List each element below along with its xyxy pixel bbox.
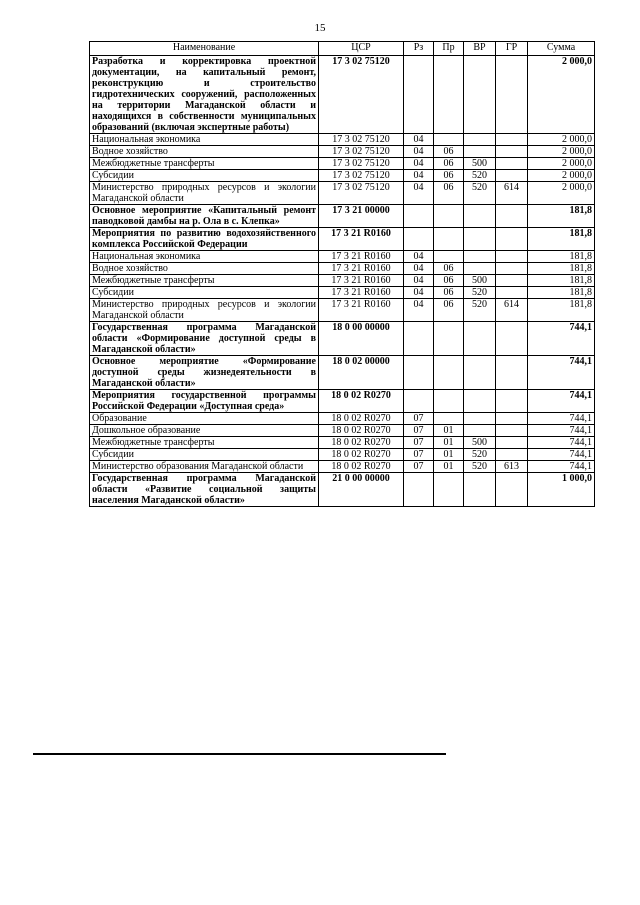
cell-rz: 07	[404, 449, 434, 461]
cell-name: Межбюджетные трансферты	[90, 437, 319, 449]
cell-sum: 181,8	[528, 251, 595, 263]
cell-name: Мероприятия государственной программы Российской Федерации «Доступная среда»	[90, 390, 319, 413]
table-row	[90, 158, 595, 170]
table-row	[90, 287, 595, 299]
cell-sum: 181,8	[528, 299, 595, 322]
cell-gr: 614	[496, 299, 528, 322]
cell-pr	[434, 205, 464, 228]
cell-rz: 04	[404, 275, 434, 287]
cell-sum: 744,1	[528, 461, 595, 473]
cell-gr	[496, 275, 528, 287]
cell-vr: 520	[464, 449, 496, 461]
table-row	[90, 299, 595, 322]
cell-csr: 18 0 02 R0270	[319, 437, 404, 449]
cell-vr	[464, 390, 496, 413]
cell-pr	[434, 322, 464, 356]
table-header-row	[90, 42, 595, 56]
cell-gr	[496, 425, 528, 437]
cell-csr: 17 3 21 R0160	[319, 287, 404, 299]
header-pr: Пр	[434, 42, 464, 56]
cell-sum: 181,8	[528, 205, 595, 228]
cell-gr	[496, 473, 528, 507]
cell-sum: 744,1	[528, 425, 595, 437]
cell-gr	[496, 322, 528, 356]
cell-sum: 744,1	[528, 413, 595, 425]
cell-pr: 01	[434, 425, 464, 437]
cell-gr	[496, 413, 528, 425]
cell-vr	[464, 56, 496, 134]
budget-table	[89, 41, 595, 507]
cell-rz	[404, 56, 434, 134]
cell-rz: 07	[404, 413, 434, 425]
cell-vr	[464, 251, 496, 263]
cell-name: Дошкольное образование	[90, 425, 319, 437]
table-row	[90, 146, 595, 158]
cell-pr	[434, 228, 464, 251]
cell-name: Субсидии	[90, 170, 319, 182]
cell-name: Мероприятия по развитию водохозяйственного комплекса Российской Федерации	[90, 228, 319, 251]
cell-pr	[434, 413, 464, 425]
table-row	[90, 461, 595, 473]
table-row	[90, 275, 595, 287]
cell-vr: 500	[464, 158, 496, 170]
cell-vr: 520	[464, 170, 496, 182]
cell-csr: 17 3 21 R0160	[319, 263, 404, 275]
cell-sum: 744,1	[528, 356, 595, 390]
cell-sum: 2 000,0	[528, 182, 595, 205]
cell-vr	[464, 356, 496, 390]
cell-csr: 17 3 21 R0160	[319, 275, 404, 287]
cell-rz	[404, 205, 434, 228]
cell-pr: 06	[434, 158, 464, 170]
cell-name: Государственная программа Магаданской области «Развитие социальной защиты населения Магаданской области»	[90, 473, 319, 507]
cell-csr: 18 0 02 R0270	[319, 413, 404, 425]
cell-gr: 614	[496, 182, 528, 205]
cell-sum: 181,8	[528, 263, 595, 275]
cell-csr: 17 3 02 75120	[319, 146, 404, 158]
cell-sum: 2 000,0	[528, 170, 595, 182]
cell-gr	[496, 205, 528, 228]
cell-gr	[496, 263, 528, 275]
cell-pr: 01	[434, 461, 464, 473]
table-row	[90, 413, 595, 425]
header-sum: Сумма	[528, 42, 595, 56]
cell-rz: 04	[404, 287, 434, 299]
cell-pr	[434, 251, 464, 263]
cell-rz	[404, 390, 434, 413]
table-row	[90, 205, 595, 228]
cell-gr	[496, 158, 528, 170]
cell-name: Национальная экономика	[90, 251, 319, 263]
table-row	[90, 425, 595, 437]
cell-pr: 01	[434, 449, 464, 461]
cell-rz: 04	[404, 251, 434, 263]
cell-pr	[434, 356, 464, 390]
cell-rz: 07	[404, 461, 434, 473]
table-row	[90, 449, 595, 461]
cell-rz: 07	[404, 425, 434, 437]
cell-vr: 520	[464, 299, 496, 322]
cell-pr	[434, 134, 464, 146]
cell-sum: 181,8	[528, 228, 595, 251]
table-row	[90, 182, 595, 205]
cell-vr: 520	[464, 461, 496, 473]
cell-sum: 744,1	[528, 449, 595, 461]
cell-csr: 17 3 02 75120	[319, 170, 404, 182]
cell-gr	[496, 146, 528, 158]
table-row	[90, 263, 595, 275]
cell-name: Водное хозяйство	[90, 263, 319, 275]
cell-pr: 06	[434, 182, 464, 205]
cell-name: Субсидии	[90, 287, 319, 299]
cell-rz	[404, 322, 434, 356]
cell-pr: 06	[434, 287, 464, 299]
cell-vr	[464, 473, 496, 507]
cell-name: Государственная программа Магаданской области «Формирование доступной среды в Магаданской области»	[90, 322, 319, 356]
cell-csr: 17 3 21 00000	[319, 205, 404, 228]
cell-rz	[404, 356, 434, 390]
cell-vr	[464, 413, 496, 425]
cell-name: Межбюджетные трансферты	[90, 275, 319, 287]
cell-csr: 18 0 00 00000	[319, 322, 404, 356]
cell-name: Основное мероприятие «Капитальный ремонт паводковой дамбы на р. Ола в с. Клепка»	[90, 205, 319, 228]
cell-name: Министерство природных ресурсов и экологии Магаданской области	[90, 182, 319, 205]
cell-name: Национальная экономика	[90, 134, 319, 146]
cell-vr: 520	[464, 182, 496, 205]
cell-rz	[404, 473, 434, 507]
cell-vr	[464, 228, 496, 251]
cell-csr: 21 0 00 00000	[319, 473, 404, 507]
cell-rz: 04	[404, 170, 434, 182]
cell-pr: 06	[434, 299, 464, 322]
cell-pr	[434, 473, 464, 507]
cell-sum: 2 000,0	[528, 158, 595, 170]
cell-gr	[496, 287, 528, 299]
cell-vr	[464, 263, 496, 275]
cell-vr	[464, 205, 496, 228]
cell-csr: 18 0 02 00000	[319, 356, 404, 390]
cell-csr: 18 0 02 R0270	[319, 425, 404, 437]
cell-csr: 18 0 02 R0270	[319, 461, 404, 473]
cell-csr: 17 3 02 75120	[319, 182, 404, 205]
cell-vr: 520	[464, 287, 496, 299]
cell-vr	[464, 322, 496, 356]
page-number: 15	[314, 22, 326, 34]
footer-rule	[33, 753, 446, 755]
cell-sum: 1 000,0	[528, 473, 595, 507]
table-row	[90, 134, 595, 146]
cell-csr: 18 0 02 R0270	[319, 449, 404, 461]
table-row	[90, 473, 595, 507]
cell-gr	[496, 437, 528, 449]
cell-name: Разработка и корректировка проектной документации, на капитальный ремонт, реконструкцию и строительство гидротехнических сооружений, расположенных на территории Магаданской области и находящихся в собственности муниципальных образований (включая экспертные работы)	[90, 56, 319, 134]
cell-sum: 744,1	[528, 322, 595, 356]
cell-gr	[496, 56, 528, 134]
cell-vr	[464, 146, 496, 158]
cell-name: Субсидии	[90, 449, 319, 461]
header-rz: Рз	[404, 42, 434, 56]
cell-vr	[464, 134, 496, 146]
cell-sum: 2 000,0	[528, 134, 595, 146]
table-row	[90, 437, 595, 449]
cell-vr: 500	[464, 275, 496, 287]
cell-name: Основное мероприятие «Формирование доступной среды жизнедеятельности в Магаданской области»	[90, 356, 319, 390]
cell-sum: 181,8	[528, 275, 595, 287]
cell-gr: 613	[496, 461, 528, 473]
cell-vr	[464, 425, 496, 437]
cell-rz: 04	[404, 182, 434, 205]
table-row	[90, 251, 595, 263]
cell-csr: 17 3 02 75120	[319, 158, 404, 170]
cell-csr: 17 3 21 R0160	[319, 251, 404, 263]
table-row	[90, 322, 595, 356]
cell-pr: 01	[434, 437, 464, 449]
cell-sum: 744,1	[528, 390, 595, 413]
cell-name: Межбюджетные трансферты	[90, 158, 319, 170]
cell-gr	[496, 134, 528, 146]
cell-name: Министерство образования Магаданской области	[90, 461, 319, 473]
cell-rz: 04	[404, 299, 434, 322]
header-vr: ВР	[464, 42, 496, 56]
header-name: Наименование	[90, 42, 319, 56]
cell-rz: 04	[404, 158, 434, 170]
header-csr: ЦСР	[319, 42, 404, 56]
cell-sum: 2 000,0	[528, 146, 595, 158]
cell-sum: 181,8	[528, 287, 595, 299]
table-row	[90, 56, 595, 134]
cell-gr	[496, 170, 528, 182]
cell-name: Министерство природных ресурсов и экологии Магаданской области	[90, 299, 319, 322]
cell-gr	[496, 449, 528, 461]
cell-rz: 07	[404, 437, 434, 449]
cell-sum: 744,1	[528, 437, 595, 449]
cell-gr	[496, 251, 528, 263]
cell-rz	[404, 228, 434, 251]
cell-pr: 06	[434, 170, 464, 182]
cell-gr	[496, 356, 528, 390]
table-body	[90, 56, 595, 507]
cell-rz: 04	[404, 146, 434, 158]
header-gr: ГР	[496, 42, 528, 56]
table-row	[90, 390, 595, 413]
cell-rz: 04	[404, 263, 434, 275]
cell-csr: 17 3 21 R0160	[319, 228, 404, 251]
cell-name: Водное хозяйство	[90, 146, 319, 158]
cell-rz: 04	[404, 134, 434, 146]
cell-pr	[434, 56, 464, 134]
cell-sum: 2 000,0	[528, 56, 595, 134]
table-row	[90, 228, 595, 251]
cell-gr	[496, 228, 528, 251]
cell-pr: 06	[434, 275, 464, 287]
cell-csr: 17 3 02 75120	[319, 134, 404, 146]
cell-name: Образование	[90, 413, 319, 425]
cell-csr: 17 3 02 75120	[319, 56, 404, 134]
cell-pr: 06	[434, 263, 464, 275]
cell-gr	[496, 390, 528, 413]
table-row	[90, 356, 595, 390]
cell-csr: 18 0 02 R0270	[319, 390, 404, 413]
cell-pr	[434, 390, 464, 413]
cell-vr: 500	[464, 437, 496, 449]
table-row	[90, 170, 595, 182]
cell-pr: 06	[434, 146, 464, 158]
cell-csr: 17 3 21 R0160	[319, 299, 404, 322]
